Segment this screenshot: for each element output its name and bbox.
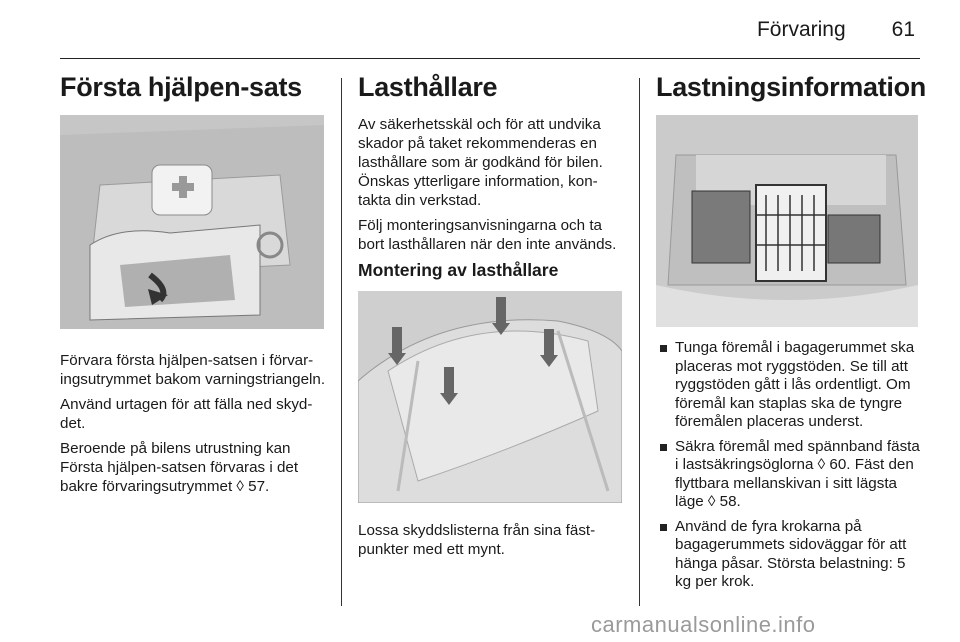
roof-rack-mounting-heading: Montering av lasthållare <box>358 260 559 280</box>
list-item: Tunga föremål i bagagerummet ska placeras mot ryggstöden. Se till att ryggstöden gått i lås ordentligt. Om föremål kan staplas ska de tyngre föremålen placeras underst. <box>656 339 920 432</box>
page-header <box>757 18 915 48</box>
loading-info-heading: Lastningsinformation <box>656 72 926 102</box>
list-item: Säkra föremål med spännband fästa i lastsäkringsöglorna ◊ 60. Fäst den flyttbara mellanskivan i sitt lägsta läge ◊ 58. <box>656 438 920 512</box>
first-aid-column <box>60 72 328 502</box>
section-title: Förvaring <box>756 18 846 41</box>
first-aid-paragraph-3: Beroende på bilens utrustning kan Första hjälpen-satsen förvaras i det bakre förvaringsutrymmet ◊ 57. <box>60 440 299 495</box>
first-aid-heading: Första hjälpen-sats <box>60 72 302 102</box>
loading-info-list <box>656 339 920 592</box>
header-rule <box>60 58 920 59</box>
loading-info-column <box>656 72 926 598</box>
roof-rack-heading: Lasthållare <box>358 72 498 102</box>
page-number: 61 <box>891 18 915 41</box>
roof-rack-paragraph-1: Av säkerhetsskäl och för att undvika skador på taket rekommenderas en lasthållare som är godkänd för bilen. Önskas ytterligare information, kontakta din verkstad. <box>358 116 603 209</box>
car-roof-drawing <box>358 291 622 503</box>
first-aid-kit-illustration <box>60 115 324 329</box>
column-divider-1 <box>341 78 342 606</box>
roof-rack-illustration <box>358 291 622 503</box>
roof-rack-column <box>358 72 622 565</box>
first-aid-kit-drawing <box>60 115 324 329</box>
column-divider-2 <box>639 78 640 606</box>
cargo-boxes-drawing <box>656 115 918 327</box>
list-item: Använd de fyra krokarna på bagagerummets sidoväggar för att hänga påsar. Största belastning: 5 kg per krok. <box>656 518 920 592</box>
first-aid-paragraph-1: Förvara första hjälpen-satsen i förvaringsutrymmet bakom varningstriangeln. <box>60 352 326 388</box>
roof-rack-caption: Lossa skyddslisterna från sina fästpunkter med ett mynt. <box>358 522 596 558</box>
watermark: carmanualsonline.info <box>591 612 816 637</box>
cargo-area-illustration <box>656 115 918 327</box>
first-aid-paragraph-2: Använd urtagen för att fälla ned skyddet. <box>60 396 313 432</box>
roof-rack-paragraph-2: Följ monteringsanvisningarna och ta bort lasthållaren när den inte används. <box>358 217 617 253</box>
